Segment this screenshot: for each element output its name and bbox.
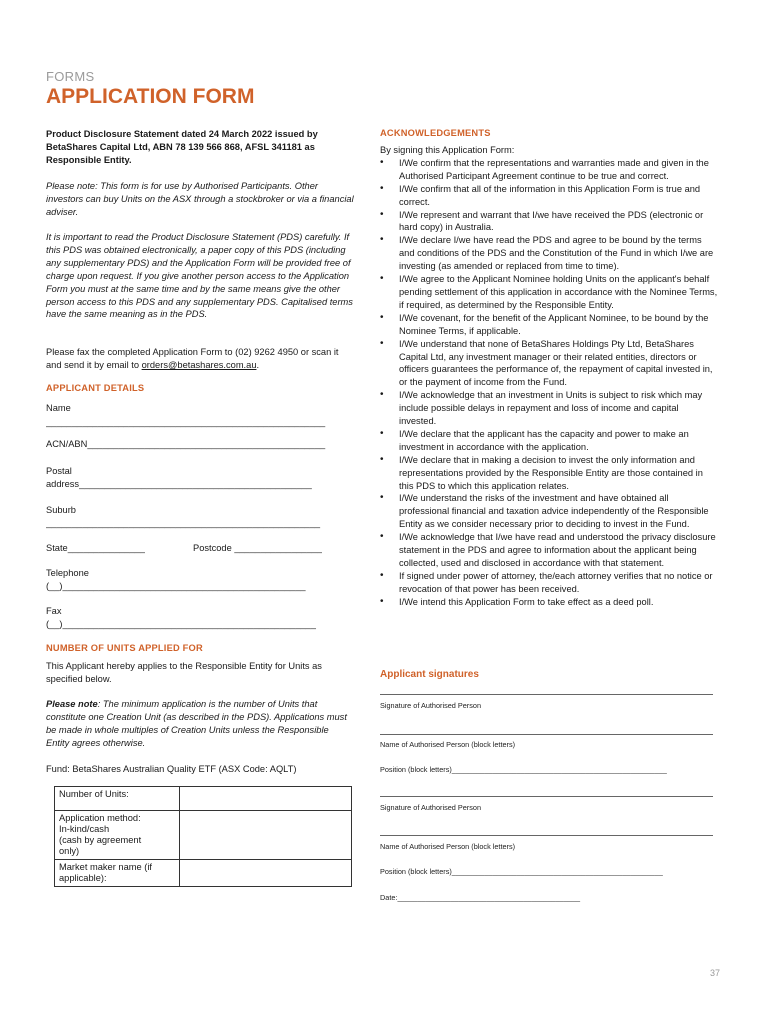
application-method-label (55, 811, 180, 860)
signatures-heading: Applicant signatures (380, 669, 479, 680)
list-item: • I/We represent and warrant that I/we have received the PDS (electronic or hard copy) in Australia. (380, 209, 718, 235)
signature-1-line[interactable] (380, 694, 713, 695)
application-method-input[interactable] (180, 811, 352, 860)
list-item: • I/We acknowledge that an investment in Units is subject to risk which may include possible delays in repayment and loss of income and capital invested. (380, 389, 718, 428)
list-item: • I/We declare I/we have read the PDS and agree to be bound by the terms and conditions of the PDS and the Constitution of the Fund in which I/we are investing (as amended or replaced from time to time). (380, 234, 718, 273)
list-item: • I/We acknowledge that I/we have read and understood the privacy disclosure statement in the PDS and agree to information about the applicant being collected, used and disclosed in accordance with that statement. (380, 531, 718, 570)
page-title: APPLICATION FORM (46, 85, 255, 108)
list-item: • If signed under power of attorney, the/each attorney verifies that no notice or revocation of that power has been received. (380, 570, 718, 596)
list-item: • I/We covenant, for the benefit of the Applicant Nominee, to be bound by the Nominee Terms, if applicable. (380, 312, 718, 338)
list-item: • I/We confirm that the representations and warranties made and given in the Authorised Participant Agreement continue to be true and correct. (380, 157, 718, 183)
name-field[interactable]: ______________________________________________________ (46, 417, 326, 427)
fax-text: Please fax the completed Application Form to (02) 9262 4950 or scan it and send it by email to (46, 347, 339, 370)
list-item: • I/We confirm that all of the information in this Application Form is true and correct. (380, 183, 718, 209)
position-1-field[interactable]: Position (block letters)_____________________________________________________ (380, 765, 667, 774)
name-2-line[interactable] (380, 835, 713, 836)
minimum-application-text: : The minimum application is the number of Units that constitute one Creation Unit (as described in the PDS). Applications must be made in whole multiples of Creation Units unless the Responsible Entity agrees otherwise. (46, 699, 347, 748)
postal-address-field[interactable]: address_____________________________________________ (46, 479, 312, 489)
fax-label: Fax (46, 606, 62, 616)
signature-2-caption: Signature of Authorised Person (380, 803, 482, 812)
market-maker-input[interactable] (180, 860, 352, 887)
applicant-details-heading: APPLICANT DETAILS (46, 383, 145, 393)
list-item: • I/We agree to the Applicant Nominee holding Units on the applicant's behalf pending settlement of this application in accordance with the Nominee Terms, if required, as determined by the Responsible Entity. (380, 273, 718, 312)
acknowledgements-intro: By signing this Application Form: (380, 145, 515, 155)
section-label: FORMS (46, 69, 95, 84)
units-heading: NUMBER OF UNITS APPLIED FOR (46, 643, 203, 653)
name-1-line[interactable] (380, 734, 713, 735)
position-2-field[interactable]: Position (block letters)____________________________________________________ (380, 867, 663, 876)
pds-intro: Product Disclosure Statement dated 24 March 2022 issued by BetaShares Capital Ltd, ABN 78 139 566 868, AFSL 341181 as Responsible Entity. (46, 129, 318, 165)
list-item: • I/We understand that none of BetaShares Holdings Pty Ltd, BetaShares Capital Ltd, any investment manager or their related entities, directors or officers guarantees the performance of, the repayment of capital invested in, or the payment of income from the Fund. (380, 338, 718, 390)
list-item: • I/We declare that the applicant has the capacity and power to make an investment in accordance with the application. (380, 428, 718, 454)
orders-email-link[interactable]: orders@betashares.com.au (141, 359, 257, 370)
application-method-line4: only) (59, 846, 80, 856)
list-item: • I/We understand the risks of the investment and have obtained all professional financial and taxation advice independently of the Responsible Entity as we consider necessary prior to deciding to invest in the Fund. (380, 492, 718, 531)
state-field[interactable]: State_______________ (46, 543, 146, 553)
minimum-application-note (46, 698, 354, 750)
fund-name: Fund: BetaShares Australian Quality ETF (ASX Code: AQLT) (46, 764, 297, 774)
suburb-label: Suburb (46, 505, 76, 515)
signature-1-caption: Signature of Authorised Person (380, 701, 482, 710)
date-field[interactable]: Date:_____________________________________________ (380, 893, 581, 902)
acknowledgements-block (380, 144, 718, 609)
market-maker-line1: Market maker name (if (59, 862, 152, 872)
name-1-caption: Name of Authorised Person (block letters) (380, 740, 516, 749)
acknowledgements-list (380, 157, 718, 609)
name-2-caption: Name of Authorised Person (block letters) (380, 842, 516, 851)
units-text: This Applicant hereby applies to the Responsible Entity for Units as specified below. (46, 661, 322, 684)
fax-text-end: . (256, 359, 260, 370)
list-item: • I/We intend this Application Form to take effect as a deed poll. (380, 596, 718, 609)
name-label: Name (46, 403, 71, 413)
application-method-line3: (cash by agreement (59, 835, 142, 845)
signature-2-line[interactable] (380, 796, 713, 797)
telephone-field[interactable]: (__)_______________________________________________ (46, 581, 306, 591)
units-table (54, 786, 352, 887)
market-maker-line2: applicable): (59, 873, 107, 883)
acknowledgements-heading: ACKNOWLEDGEMENTS (380, 128, 491, 138)
pds-importance-note: It is important to read the Product Disclosure Statement (PDS) carefully. If this PDS was obtained electronically, a paper copy of this PDS (including any supplementary PDS) and the Application Form will be provided free of charge upon request. If you give another person access to the Application Form you must at the same time and by the same means give the other person access to this PDS and any supplementary PDS. Capitalised terms have the same meaning as in the PDS. (46, 232, 353, 320)
application-method-line2: In-kind/cash (59, 824, 110, 834)
fax-instructions (46, 346, 354, 372)
postal-label: Postal (46, 466, 72, 476)
number-of-units-input[interactable] (180, 787, 352, 811)
please-note-label: Please note (46, 699, 98, 709)
acn-abn-field[interactable]: ACN/ABN______________________________________________ (46, 439, 326, 449)
list-item: • I/We declare that in making a decision to invest the only information and representations provided by the Responsible Entity are those contained in this PDS to which this application relates. (380, 454, 718, 493)
number-of-units-label: Number of Units: (55, 787, 180, 811)
application-method-line1: Application method: (59, 813, 141, 823)
fax-field[interactable]: (__)_________________________________________________ (46, 619, 316, 629)
market-maker-label (55, 860, 180, 887)
telephone-label: Telephone (46, 568, 89, 578)
postcode-field[interactable]: Postcode _________________ (193, 543, 323, 553)
suburb-field[interactable]: _____________________________________________________ (46, 518, 321, 528)
authorised-participant-note: Please note: This form is for use by Authorised Participants. Other investors can buy Units on the ASX through a stockbroker or via a financial adviser. (46, 181, 354, 217)
page-number: 37 (710, 968, 721, 978)
